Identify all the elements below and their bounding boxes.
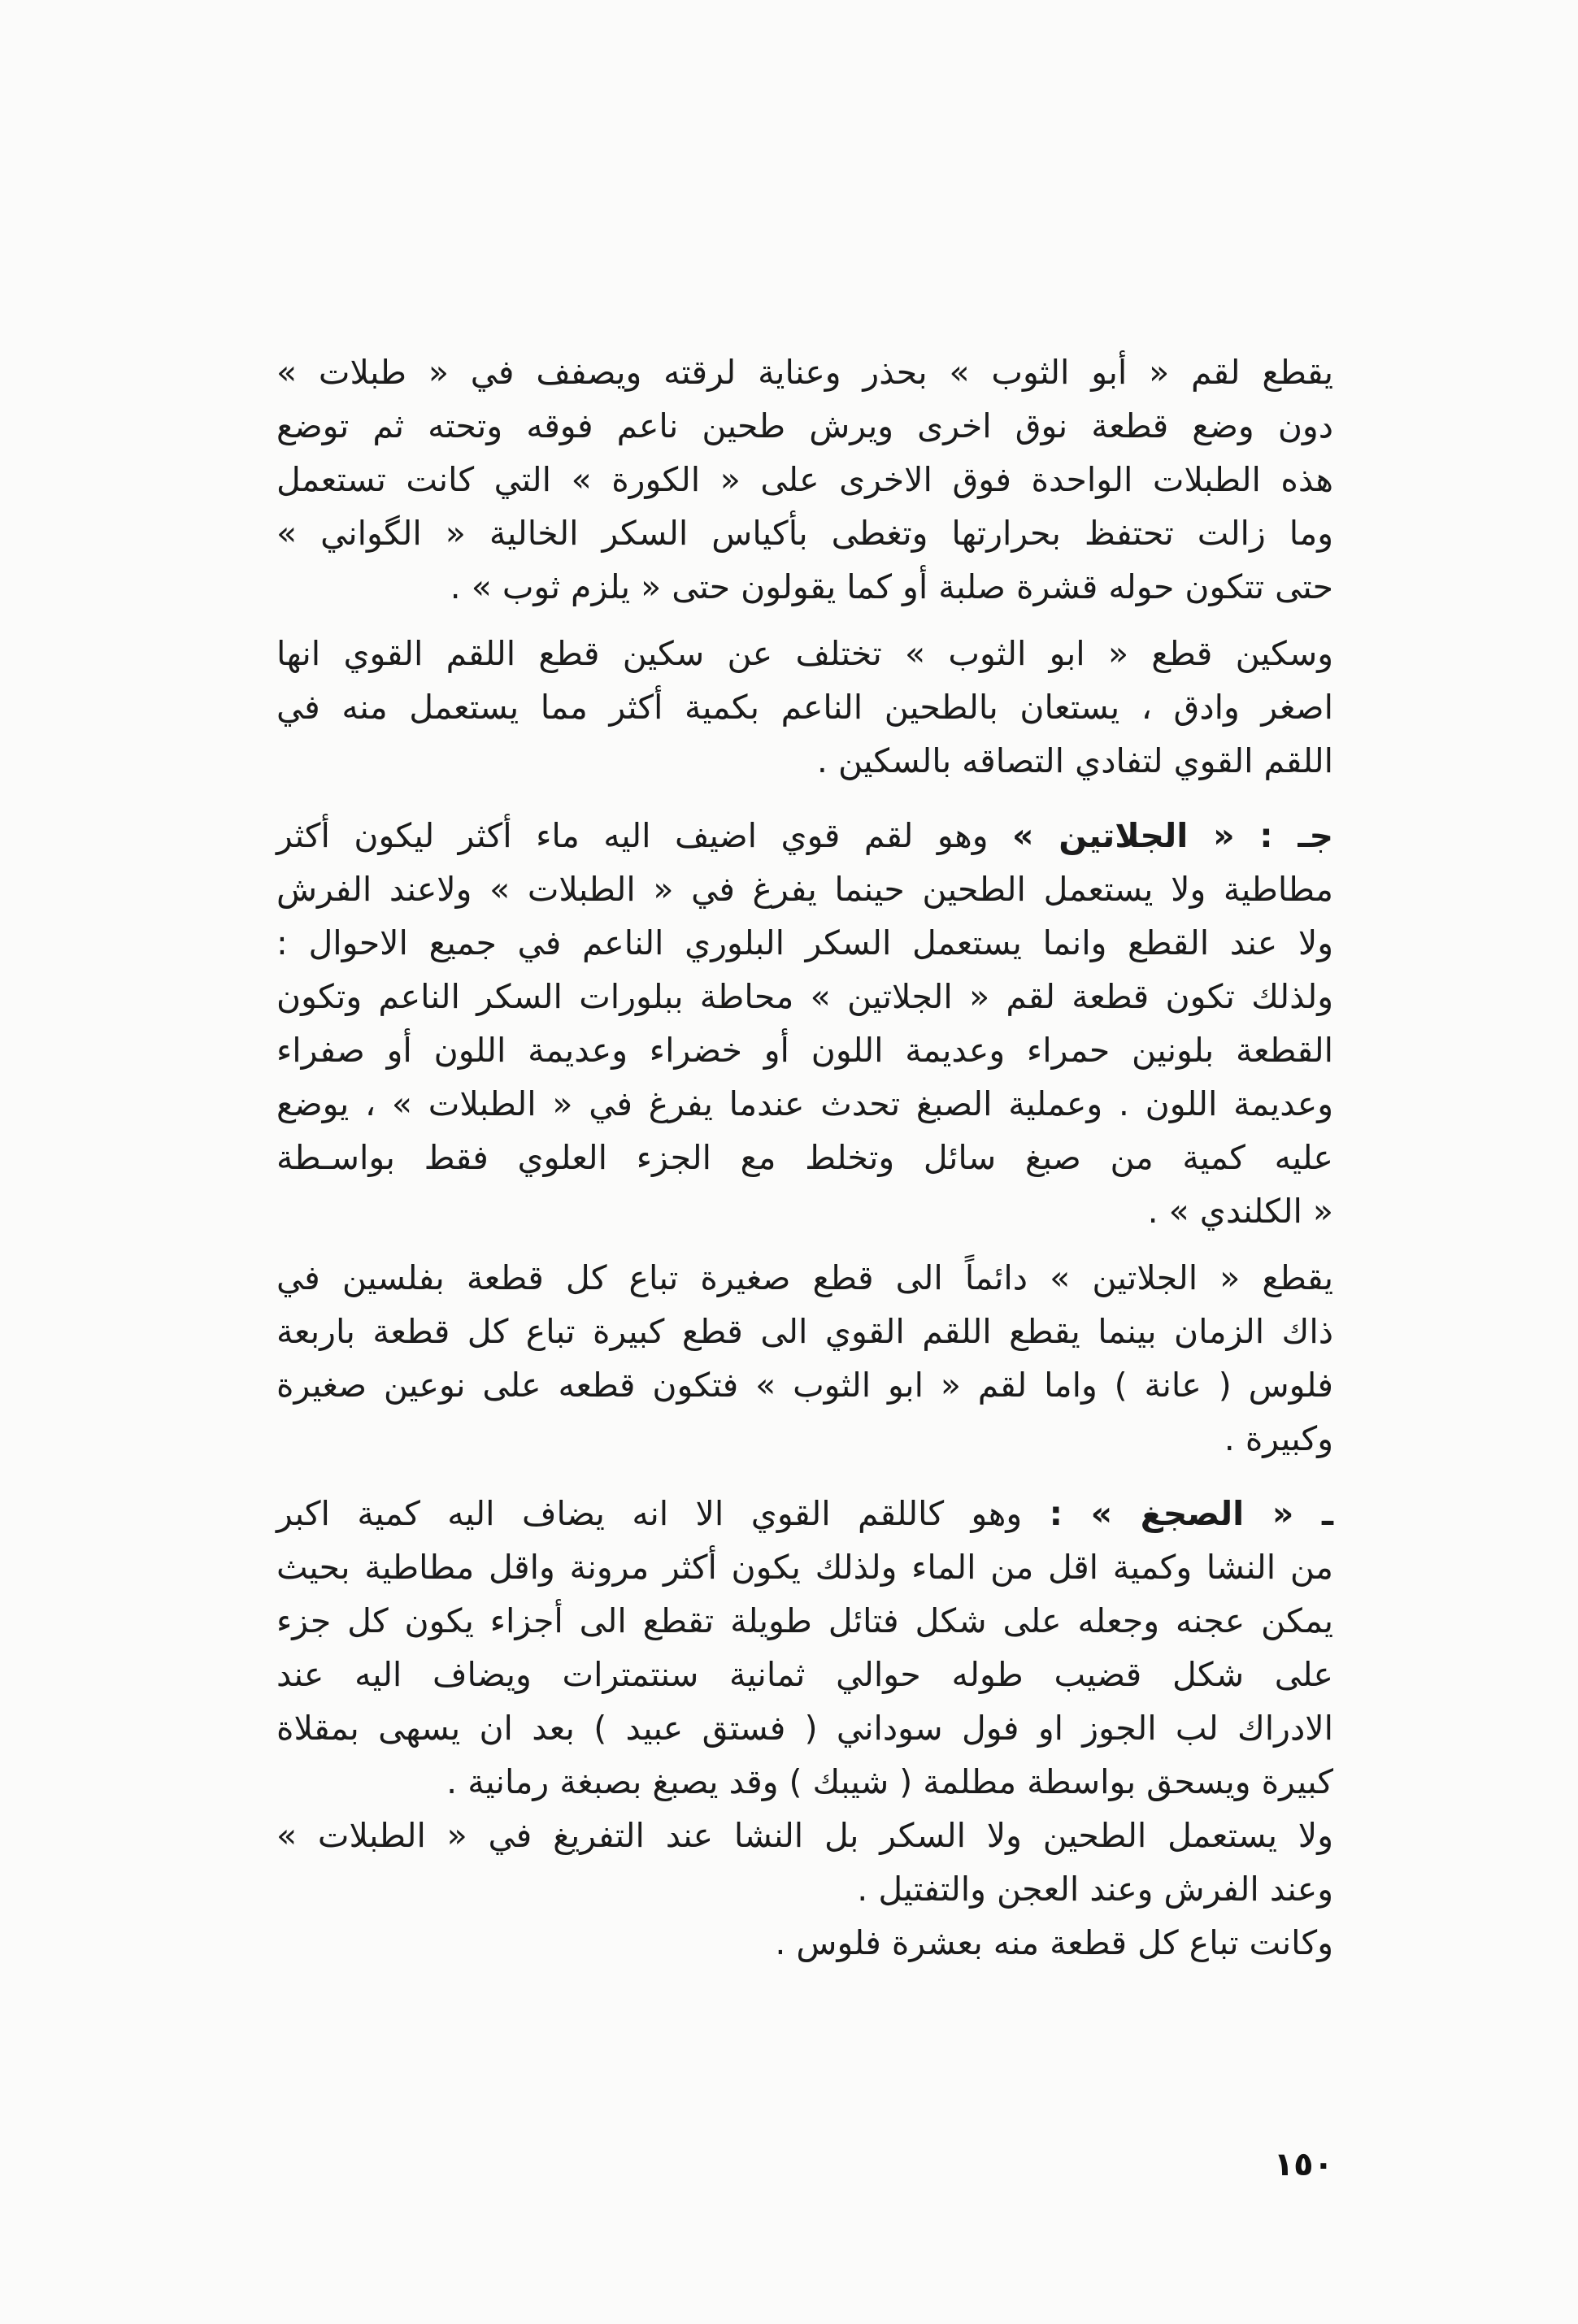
text-segment: وهو كاللقم القوي الا انه يضاف اليه كمية اكبر [276,1494,1050,1533]
section-heading-sajgh: ـ « الصجغ » : [1049,1494,1333,1533]
text-line: وما زالت تحتفظ بحرارتها وتغطى بأكياس السكر الخالية « الگواني » [276,514,1333,553]
text-line: وكانت تباع كل قطعة منه بعشرة فلوس . [775,1923,1333,1962]
text-line: اللقم القوي لتفادي التصاقه بالسكين . [816,741,1333,780]
text-line: وكبيرة . [1224,1419,1333,1458]
paragraph-sajgh-price [276,1916,1333,1970]
page-number: ١٥٠ [1273,2146,1333,2183]
paragraph-knife [276,627,1333,788]
text-line: القطعة بلونين حمراء وعديمة اللون أو خضراء وعديمة اللون أو صفراء [276,1031,1333,1070]
text-line: يمكن عجنه وجعله على شكل فتائل طويلة تقطع الى أجزاء يكون كل جزء [276,1601,1333,1640]
text-line: اصغر وادق ، يستعان بالطحين الناعم بكمية أكثر مما يستعمل منه في [276,688,1333,727]
text-line: وعند الفرش وعند العجن والتفتيل . [857,1870,1333,1909]
text-line: حتى تتكون حوله قشرة صلبة أو كما يقولون حتى « يلزم ثوب » . [450,567,1333,606]
text-line: فلوس ( عانة ) واما لقم « ابو الثوب » فتكون قطعه على نوعين صغيرة [276,1366,1333,1405]
text-line [276,1487,1333,1540]
text-line: هذه الطبلات الواحدة فوق الاخرى على « الكورة » التي كانت تستعمل [276,460,1333,499]
text-line: عليه كمية من صبغ سائل وتخلط مع الجزء العلوي فقط بواسـطة [276,1138,1333,1177]
text-line: « الكلندي » . [1147,1192,1333,1231]
paragraph-abu-al-thawb-cutting [276,345,1333,614]
text-line: كبيرة ويسحق بواسطة مطلمة ( شيبك ) وقد يصبغ بصبغة رمانية . [446,1762,1333,1801]
paragraph-sajgh [276,1487,1333,1809]
text-line [276,809,1333,862]
page-body-text [276,345,1333,1970]
text-line: وسكين قطع « ابو الثوب » تختلف عن سكين قطع اللقم القوي انها [276,634,1333,673]
text-line: على شكل قضيب طوله حوالي ثمانية سنتمترات ويضاف اليه عند [276,1655,1333,1694]
text-line: وعديمة اللون . وعملية الصبغ تحدث عندما يفرغ في « الطبلات » ، يوضع [276,1084,1333,1123]
text-line: من النشا وكمية اقل من الماء ولذلك يكون أكثر مرونة واقل مطاطية بحيث [276,1548,1333,1587]
text-line: دون وضع قطعة نوق اخرى ويرش طحين ناعم فوقه وتحته ثم توضع [276,406,1333,445]
text-segment: وهو لقم قوي اضيف اليه ماء أكثر ليكون أكثر [276,816,1012,855]
text-line: ولا عند القطع وانما يستعمل السكر البلوري الناعم في جميع الاحوال : [276,923,1333,962]
paragraph-sajgh-starch [276,1809,1333,1916]
text-line: ولذلك تكون قطعة لقم « الجلاتين » محاطة ببلورات السكر الناعم وتكون [276,977,1333,1016]
text-line: يقطع لقم « أبو الثوب » بحذر وعناية لرقته ويصفف في « طبلات » [276,353,1333,392]
text-line: يقطع « الجلاتين » دائماً الى قطع صغيرة تباع كل قطعة بفلسين في [276,1258,1333,1297]
text-line: الادراك لب الجوز او فول سوداني ( فستق عبيد ) بعد ان يسهى بمقلاة [276,1709,1333,1748]
text-line: ذاك الزمان بينما يقطع اللقم القوي الى قطع كبيرة تباع كل قطعة باربعة [276,1312,1333,1351]
paragraph-gelatin [276,809,1333,1238]
text-line: ولا يستعمل الطحين ولا السكر بل النشا عند التفريغ في « الطبلات » [276,1816,1333,1855]
section-heading-gelatin: جـ : « الجلاتين » [1011,816,1333,855]
paragraph-gelatin-pricing [276,1251,1333,1466]
text-line: مطاطية ولا يستعمل الطحين حينما يفرغ في « الطبلات » ولاعند الفرش [276,870,1333,909]
